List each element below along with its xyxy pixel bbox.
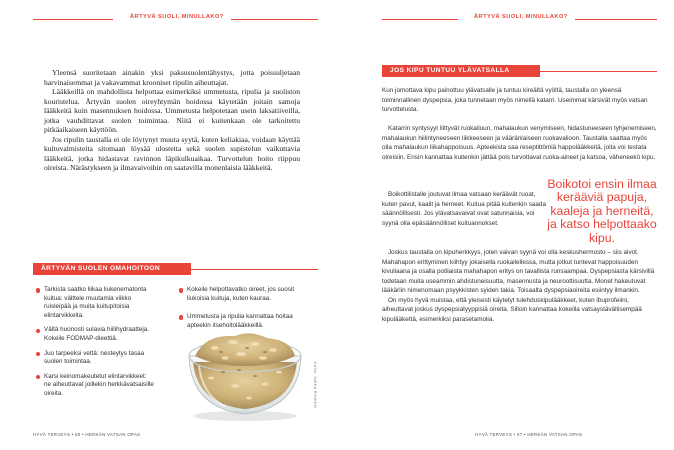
paragraph: On myös hyvä muistaa, että yleisesti käytetyt tulehduskipulääkkeet, kuten ibuprofeiini, aiheuttavat joskus dyspepsiatyyppisiä oireita. Silloin kannattaa kokeilla vatsaystävällisempää kipulääkettä, esimerkiksi parasetamolia. [382, 296, 642, 323]
right-body-text-narrow [382, 190, 547, 228]
paragraph: Katarrin syntysyyt liittyvät ruokailuun, mahalaukun venymiseen, hidastuneeseen tyhjenemiseen, mahalaukun hiilintyneeseen liikkeeseen ja vääränlaiseen ruokavalioon. Taustalla saattaa myös olla mahalaukun liikahappoisuus. Apteekista saa reseptittömiä happolääkkeitä, joita voi testata oireisiin. Ensin kannattaa kuitenkin jättää pois turvottavat ruoka-aineet ja katsoa, väheneekö kipu. [382, 125, 657, 161]
running-head-rule [231, 19, 318, 20]
bullet-icon [36, 375, 40, 379]
paragraph: Boikottilistalle joutuvat ilmaa vatsaan keräävät ruoat, kuten pavut, kaalit ja herneet. Kuitua pitää kuitenkin saada säännöllisesti. Jos ylävatsavaivat ovat satunnaisia, voi syynä olla epäsäännölliset kuituannokset. [382, 191, 546, 227]
bullet-icon [36, 352, 40, 356]
running-head-text: ÄRTYVÄ SUOLI, MINULLAKO? [474, 14, 568, 20]
footer-right: HYVÄ TERVEYS • 57 • HERKÄN VATSAN OPAS [475, 432, 583, 437]
photo-credit: KUVA: JUKKA RISIKKO [313, 362, 317, 409]
pull-quote: Boikotoi ensin ilmaa kerääviä papuja, kaaleja ja herneitä, ja katso helpottaako kipu. [547, 177, 657, 245]
running-head-rule [382, 19, 458, 20]
right-body-text-bottom [382, 248, 657, 324]
left-body-text [44, 68, 300, 173]
paragraph: Lääkkeillä on mahdollista helpottaa esimerkiksi ummetusta, ripulia ja suoliston kouristelua. Ärtyvän suolen oireyhtymän hoidossa käytetään joitain samoja lääkkeitä kuin masennuksen hoidossa. Ummetusta helpotetaan usein laksatiiveilla, jotka vauhdittavat suolen toimintaa. Niitä ei kuitenkaan ole tarkoitettu pitkäaikaiseen käyttöön. [44, 87, 300, 135]
running-head-rule [33, 19, 113, 20]
running-head-left [33, 14, 318, 24]
oat-bowl-photo [175, 326, 315, 422]
list-item: Kokeile helpottavatko oireet, jos suosit liukoisia kuituja, kuten kauraa. [179, 286, 303, 303]
running-head-right [382, 14, 657, 24]
running-head-text: ÄRTYVÄ SUOLI, MINULLAKO? [130, 14, 224, 20]
list-item: Tarkista saatko liikaa liukenematonta kuitua: välttele muutamia viikko ruisleipää ja muita kuitupitoisia elintarvikkeita. [36, 286, 154, 320]
section-rule [191, 269, 318, 270]
paragraph: Kun jomottava kipu painottuu ylävatsalle ja tuntuu kireältä vyöltä, taustalla on yleensä toiminnallinen dyspepsia, joka tunnetaan myös nimellä katarri. Useimmat kärsivät myös vatsan turvottelusta. [382, 87, 648, 114]
right-page [337, 0, 674, 450]
bullet-icon [179, 315, 183, 319]
list-item: Ummetusta ja ripulia kannattaa hoitaa apteekin itsehoitolääkkeillä. [179, 313, 303, 330]
bullet-icon [36, 329, 40, 333]
paragraph: Jos ripulin taustalla ei ole löytynyt muuta syytä, kuten keliakiaa, voidaan käyttää kuituvalmisteita sitomaan löysää ulostetta sekä suolen supistelun vaikuttavia lääkkeitä, jotka hidastavat ravinnon läpikulkuaikaa. Turvottelun hoito riippuu oireista. Närästykseen ja ilmavaivoihin on saatavilla monenlaisia lääkkeitä. [44, 134, 300, 173]
footer-left: HYVÄ TERVEYS • 56 • HERKÄN VATSAN OPAS [33, 432, 141, 437]
running-head-rule [575, 19, 657, 20]
upper-abdomen-section-title: JOS KIPU TUNTUU YLÄVATSALLA [382, 65, 540, 77]
list-item: Vältä huonosti sulavia hiilihydraatteja. Kokeile FODMAP-dieettiä. [36, 326, 154, 343]
self-care-list-col1 [36, 286, 154, 405]
self-care-section-title: ÄRTYVÄN SUOLEN OMAHOITOON [33, 263, 191, 275]
paragraph: Joskus taustalla on kipuherkkyys, joten vaivan syynä voi olla keskushermosto – siis aivot. Mahahapon erittyminen kiihtyy jokaisella ruokailellessa, mutta jotkut tuntevat happoisuuden kivuliaana ja osalla potilaista mahahapon eritys on tavallista runsaampaa. Dyspepsiasta kärsivillä todetaan muita useammin ahdistuneisuutta, masennusta ja neuroottisuutta. Monet hakeutuvat lääkäriin nimenomaan psyykkisten syiden takia. Toisaalta dyspepsiaoireita esiintyy ilmankin. [382, 249, 655, 295]
paragraph: Yleensä suoritetaan ainakin yksi paksusuolentähystys, jotta poissuljetaan harvinaisemmat ja vakavammat krooniset ripulin aiheuttajat. [44, 68, 300, 87]
right-body-text-column [382, 124, 657, 162]
right-body-text-top [382, 86, 657, 115]
list-item: Karsi keinomakeutetut elintarvikkeet: ne aiheuttavat joillekin herkkävatsaisille oireita. [36, 373, 154, 399]
list-item: Juo tarpeeksi vettä: nesteytys tasaa suolen toimintaa. [36, 350, 154, 367]
bullet-icon [179, 288, 183, 292]
section-rule [540, 71, 657, 72]
bullet-icon [36, 288, 40, 292]
